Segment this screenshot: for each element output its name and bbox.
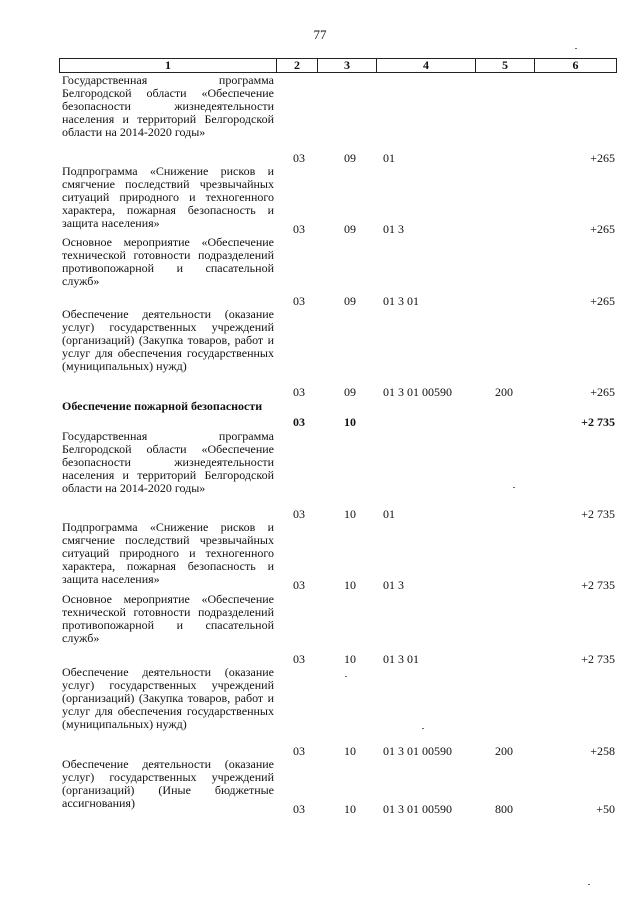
row-amount: +265 bbox=[590, 150, 615, 165]
row-section: 03 bbox=[293, 414, 305, 429]
row-subsection: 10 bbox=[344, 577, 356, 592]
row-amount: +50 bbox=[596, 801, 615, 816]
row-description: Государственная программа Белгородской области «Обеспечение безопасности жизнедеятельности населения и территорий Белгородской области на 2014-2020 годы» bbox=[62, 73, 274, 140]
row-section: 03 bbox=[293, 651, 305, 666]
row-section: 03 bbox=[293, 577, 305, 592]
header-col-5: 5 bbox=[502, 58, 508, 72]
row-subsection: 10 bbox=[344, 414, 356, 429]
header-col-6: 6 bbox=[572, 58, 579, 72]
row-description: Основное мероприятие «Обеспечение технической готовности подразделений противопожарной и спасательной служб» bbox=[62, 235, 274, 289]
row-subsection: 10 bbox=[344, 506, 356, 521]
scan-speck bbox=[513, 487, 515, 488]
row-target-article: 01 bbox=[383, 150, 395, 165]
row-subsection: 10 bbox=[344, 801, 356, 816]
header-col-4: 4 bbox=[423, 58, 429, 72]
row-expense-type: 200 bbox=[495, 743, 513, 758]
row-section: 03 bbox=[293, 221, 305, 236]
table-row bbox=[0, 236, 640, 308]
table-row bbox=[0, 666, 640, 758]
row-amount: +2 735 bbox=[581, 651, 615, 666]
row-amount: +258 bbox=[590, 743, 615, 758]
row-description: Обеспечение деятельности (оказание услуг) государственных учреждений (организаций) (Закупка товаров, работ и услуг для обеспечения государственных (муниципальных) нужд) bbox=[62, 307, 274, 374]
row-amount: +265 bbox=[590, 293, 615, 308]
row-target-article: 01 3 01 bbox=[383, 651, 419, 666]
row-target-article: 01 3 01 bbox=[383, 293, 419, 308]
row-description: Обеспечение деятельности (оказание услуг) государственных учреждений (организаций) (Иные бюджетные ассигнования) bbox=[62, 757, 274, 811]
row-description: Государственная программа Белгородской области «Обеспечение безопасности жизнедеятельности населения и территорий Белгородской области на 2014-2020 годы» bbox=[62, 429, 274, 496]
row-subsection: 10 bbox=[344, 651, 356, 666]
row-section: 03 bbox=[293, 293, 305, 308]
header-col-3: 3 bbox=[344, 58, 350, 72]
table-row bbox=[0, 400, 640, 429]
table-row bbox=[0, 74, 640, 165]
row-target-article: 01 3 01 00590 bbox=[383, 384, 452, 399]
row-expense-type: 800 bbox=[495, 801, 513, 816]
scan-speck bbox=[345, 676, 347, 677]
row-target-article: 01 3 01 00590 bbox=[383, 743, 452, 758]
row-section: 03 bbox=[293, 384, 305, 399]
row-section: 03 bbox=[293, 801, 305, 816]
row-description: Подпрограмма «Снижение рисков и смягчение последствий чрезвычайных ситуаций природного и техногенного характера, пожарная безопасность и защита населения» bbox=[62, 164, 274, 231]
scan-speck bbox=[422, 728, 424, 729]
table-row bbox=[0, 758, 640, 816]
row-amount: +2 735 bbox=[581, 577, 615, 592]
row-description: Обеспечение пожарной безопасности bbox=[62, 399, 263, 413]
row-subsection: 09 bbox=[344, 384, 356, 399]
table-row bbox=[0, 165, 640, 236]
scan-speck bbox=[588, 884, 590, 885]
table-row bbox=[0, 521, 640, 592]
row-target-article: 01 bbox=[383, 506, 395, 521]
header-col-2: 2 bbox=[294, 58, 300, 72]
row-amount: +2 735 bbox=[581, 506, 615, 521]
row-section: 03 bbox=[293, 743, 305, 758]
row-section: 03 bbox=[293, 506, 305, 521]
row-description: Обеспечение деятельности (оказание услуг) государственных учреждений (организаций) (Закупка товаров, работ и услуг для обеспечения государственных (муниципальных) нужд) bbox=[62, 665, 274, 732]
row-amount: +265 bbox=[590, 384, 615, 399]
scan-speck bbox=[575, 48, 577, 49]
page-number: 77 bbox=[313, 27, 327, 42]
row-description: Подпрограмма «Снижение рисков и смягчение последствий чрезвычайных ситуаций природного и техногенного характера, пожарная безопасность и защита населения» bbox=[62, 520, 274, 587]
table-row bbox=[0, 593, 640, 666]
row-subsection: 10 bbox=[344, 743, 356, 758]
row-subsection: 09 bbox=[344, 221, 356, 236]
table-row bbox=[0, 308, 640, 399]
row-subsection: 09 bbox=[344, 293, 356, 308]
row-amount: +2 735 bbox=[581, 414, 615, 429]
row-target-article: 01 3 bbox=[383, 577, 404, 592]
header-col-1: 1 bbox=[165, 58, 171, 72]
row-expense-type: 200 bbox=[495, 384, 513, 399]
row-subsection: 09 bbox=[344, 150, 356, 165]
table-row bbox=[0, 430, 640, 521]
row-target-article: 01 3 01 00590 bbox=[383, 801, 452, 816]
row-section: 03 bbox=[293, 150, 305, 165]
row-target-article: 01 3 bbox=[383, 221, 404, 236]
row-description: Основное мероприятие «Обеспечение технической готовности подразделений противопожарной и спасательной служб» bbox=[62, 592, 274, 646]
row-amount: +265 bbox=[590, 221, 615, 236]
